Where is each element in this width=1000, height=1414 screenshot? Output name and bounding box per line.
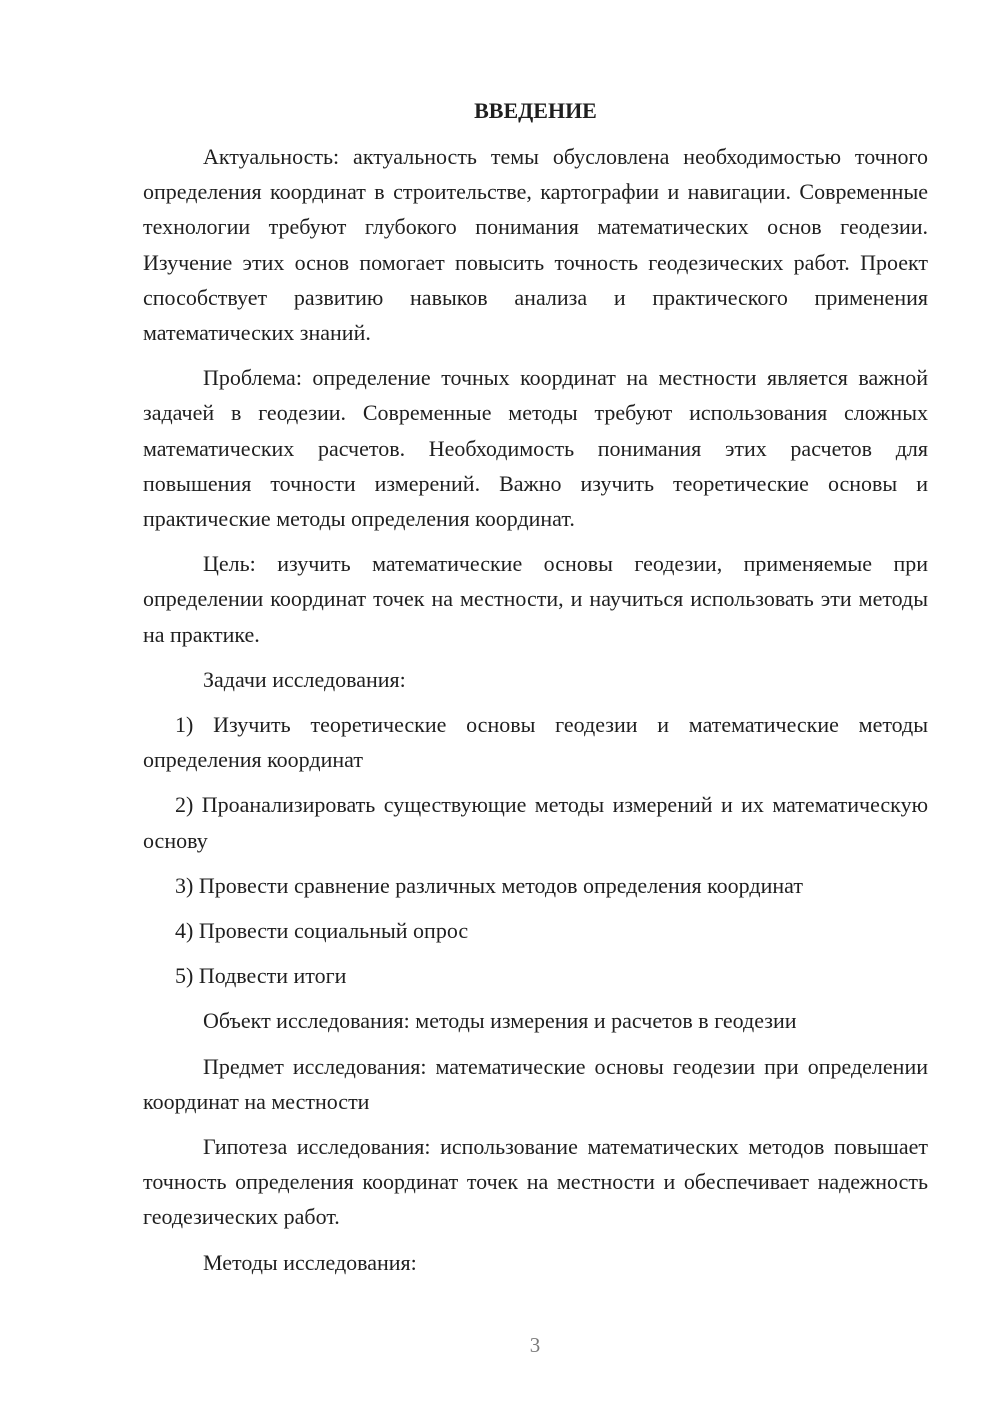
methods-heading: Методы исследования: [203,1249,417,1275]
paragraph-hypothesis: Гипотеза исследования: использование математических методов повышает точность определения координат точек на местности и обеспечивает надежность геодезических работ. [143,1134,928,1230]
task-item-3: 3) Провести сравнение различных методов определения координат [175,872,803,898]
tasks-heading: Задачи исследования: [203,666,406,692]
paragraph-problem: Проблема: определение точных координат на местности является важной задачей в геодезии. Современные методы требуют использования сложных математических расчетов. Необходимость понимания этих расчетов для повышения точности измерений. Важно изучить теоретические основы и практические методы определения координат. [143,365,928,532]
document-page [143,93,928,1290]
page-title: ВВЕДЕНИЕ [474,98,597,123]
task-item-4: 4) Провести социальный опрос [175,918,469,944]
task-item-2: 2) Проанализировать существующие методы измерений и их математическую основу [143,792,928,853]
task-item-1: 1) Изучить теоретические основы геодезии и математические методы определения координат [143,712,928,773]
task-item-5: 5) Подвести итоги [175,963,347,989]
page-number: 3 [529,1333,541,1357]
paragraph-object: Объект исследования: методы измерения и расчетов в геодезии [203,1008,797,1034]
paragraph-relevance: Актуальность: актуальность темы обусловлена необходимостью точного определения координат в строительстве, картографии и навигации. Современные технологии требуют глубокого понимания математических основ геодезии. Изучение этих основ помогает повысить точность геодезических работ. Проект способствует развитию навыков анализа и практического применения математических знаний. [143,144,928,346]
paragraph-goal: Цель: изучить математические основы геодезии, применяемые при определении координат точек на местности, и научиться использовать эти методы на практике. [143,551,928,647]
paragraph-subject: Предмет исследования: математические основы геодезии при определении координат на местности [143,1053,928,1114]
